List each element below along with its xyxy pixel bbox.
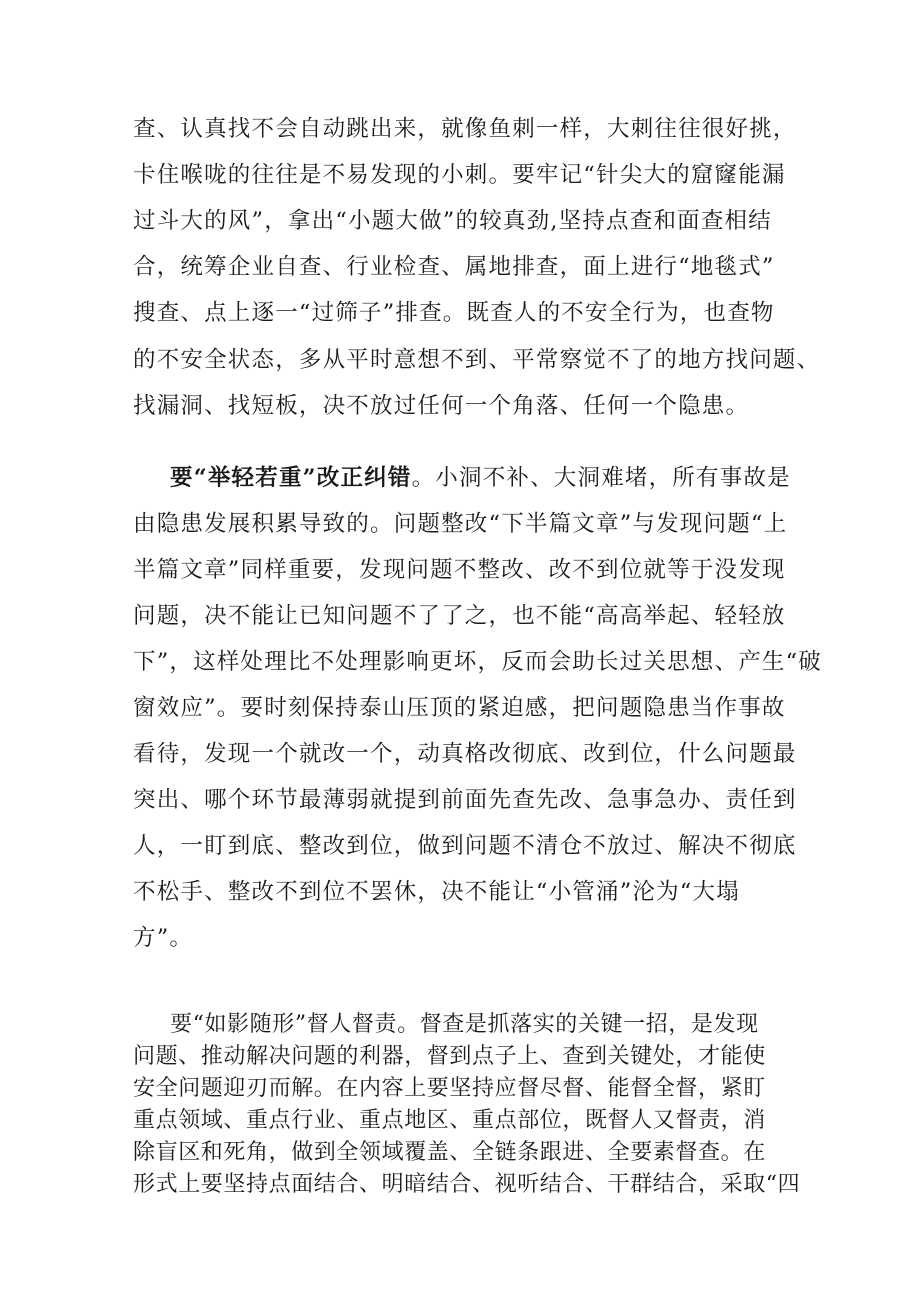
paragraph-line: 找漏洞、找短板，决不放过任何一个角落、任何一个隐患。 (133, 393, 750, 419)
paragraph-line: 半篇文章”同样重要，发现问题不整改、改不到位就等于没发现 (133, 557, 786, 583)
paragraph-line: 卡住喉咙的往往是不易发现的小刺。要牢记“针尖大的窟窿能漏 (133, 162, 786, 188)
paragraph-line: 不松手、整改不到位不罢休，决不能让“小管涌”沦为“大塌 (133, 879, 740, 905)
paragraph-line: 看待，发现一个就改一个，动真格改彻底、改到位，什么问题最 (133, 741, 797, 767)
paragraph-line: 下”，这样处理比不处理影响更坏，反而会助长过关思想、产生“破 (133, 649, 823, 675)
paragraph-text: 。小洞不补、大洞难堵，所有事故是 (411, 465, 791, 491)
paragraph-line: 安全问题迎刃而解。在内容上要坚持应督尽督、能督全督，紧盯 (133, 1076, 766, 1101)
paragraph-line: 重点领域、重点行业、重点地区、重点部位，既督人又督责，消 (133, 1108, 766, 1133)
paragraph-line: 人，一盯到底、整改到位，做到问题不清仓不放过、解决不彻底 (133, 833, 797, 859)
paragraph-line: 的不安全状态，多从平时意想不到、平常察觉不了的地方找问题、 (133, 347, 821, 373)
paragraph-line: 要“如影随形”督人督责。督查是抓落实的关键一招，是发现 (170, 1012, 759, 1037)
paragraph-line: 由隐患发展积累导致的。问题整改“下半篇文章”与发现问题“上 (133, 511, 788, 537)
paragraph-line: 方”。 (133, 925, 194, 951)
paragraph-line: 合，统筹企业自查、行业检查、属地排查，面上进行“地毯式” (133, 254, 775, 280)
paragraph-line: 搜查、点上逐一“过筛子”排查。既查人的不安全行为，也查物 (133, 300, 775, 326)
paragraph-line: 问题、推动解决问题的利器，督到点子上、查到关键处，才能使 (133, 1044, 766, 1069)
paragraph-heading: 要“举轻若重”改正纠错 (170, 465, 412, 491)
paragraph-line: 窗效应”。要时刻保持泰山压顶的紧迫感，把问题隐患当作事故 (133, 695, 786, 721)
paragraph-line: 过斗大的风”，拿出“小题大做”的较真劲,坚持点查和面查相结 (133, 208, 772, 234)
paragraph-line: 除盲区和死角，做到全领域覆盖、全链条跟进、全要素督查。在 (133, 1140, 766, 1165)
paragraph-line: 形式上要坚持点面结合、明暗结合、视听结合、干群结合，采取“四 (133, 1172, 801, 1197)
paragraph-line: 突出、哪个环节最薄弱就提到前面先查先改、急事急办、责任到 (133, 787, 797, 813)
paragraph-line: 查、认真找不会自动跳出来，就像鱼刺一样，大刺往往很好挑， (133, 116, 797, 142)
paragraph-line: 问题，决不能让已知问题不了了之，也不能“高高举起、轻轻放 (133, 603, 786, 629)
paragraph-first-line (170, 467, 791, 490)
